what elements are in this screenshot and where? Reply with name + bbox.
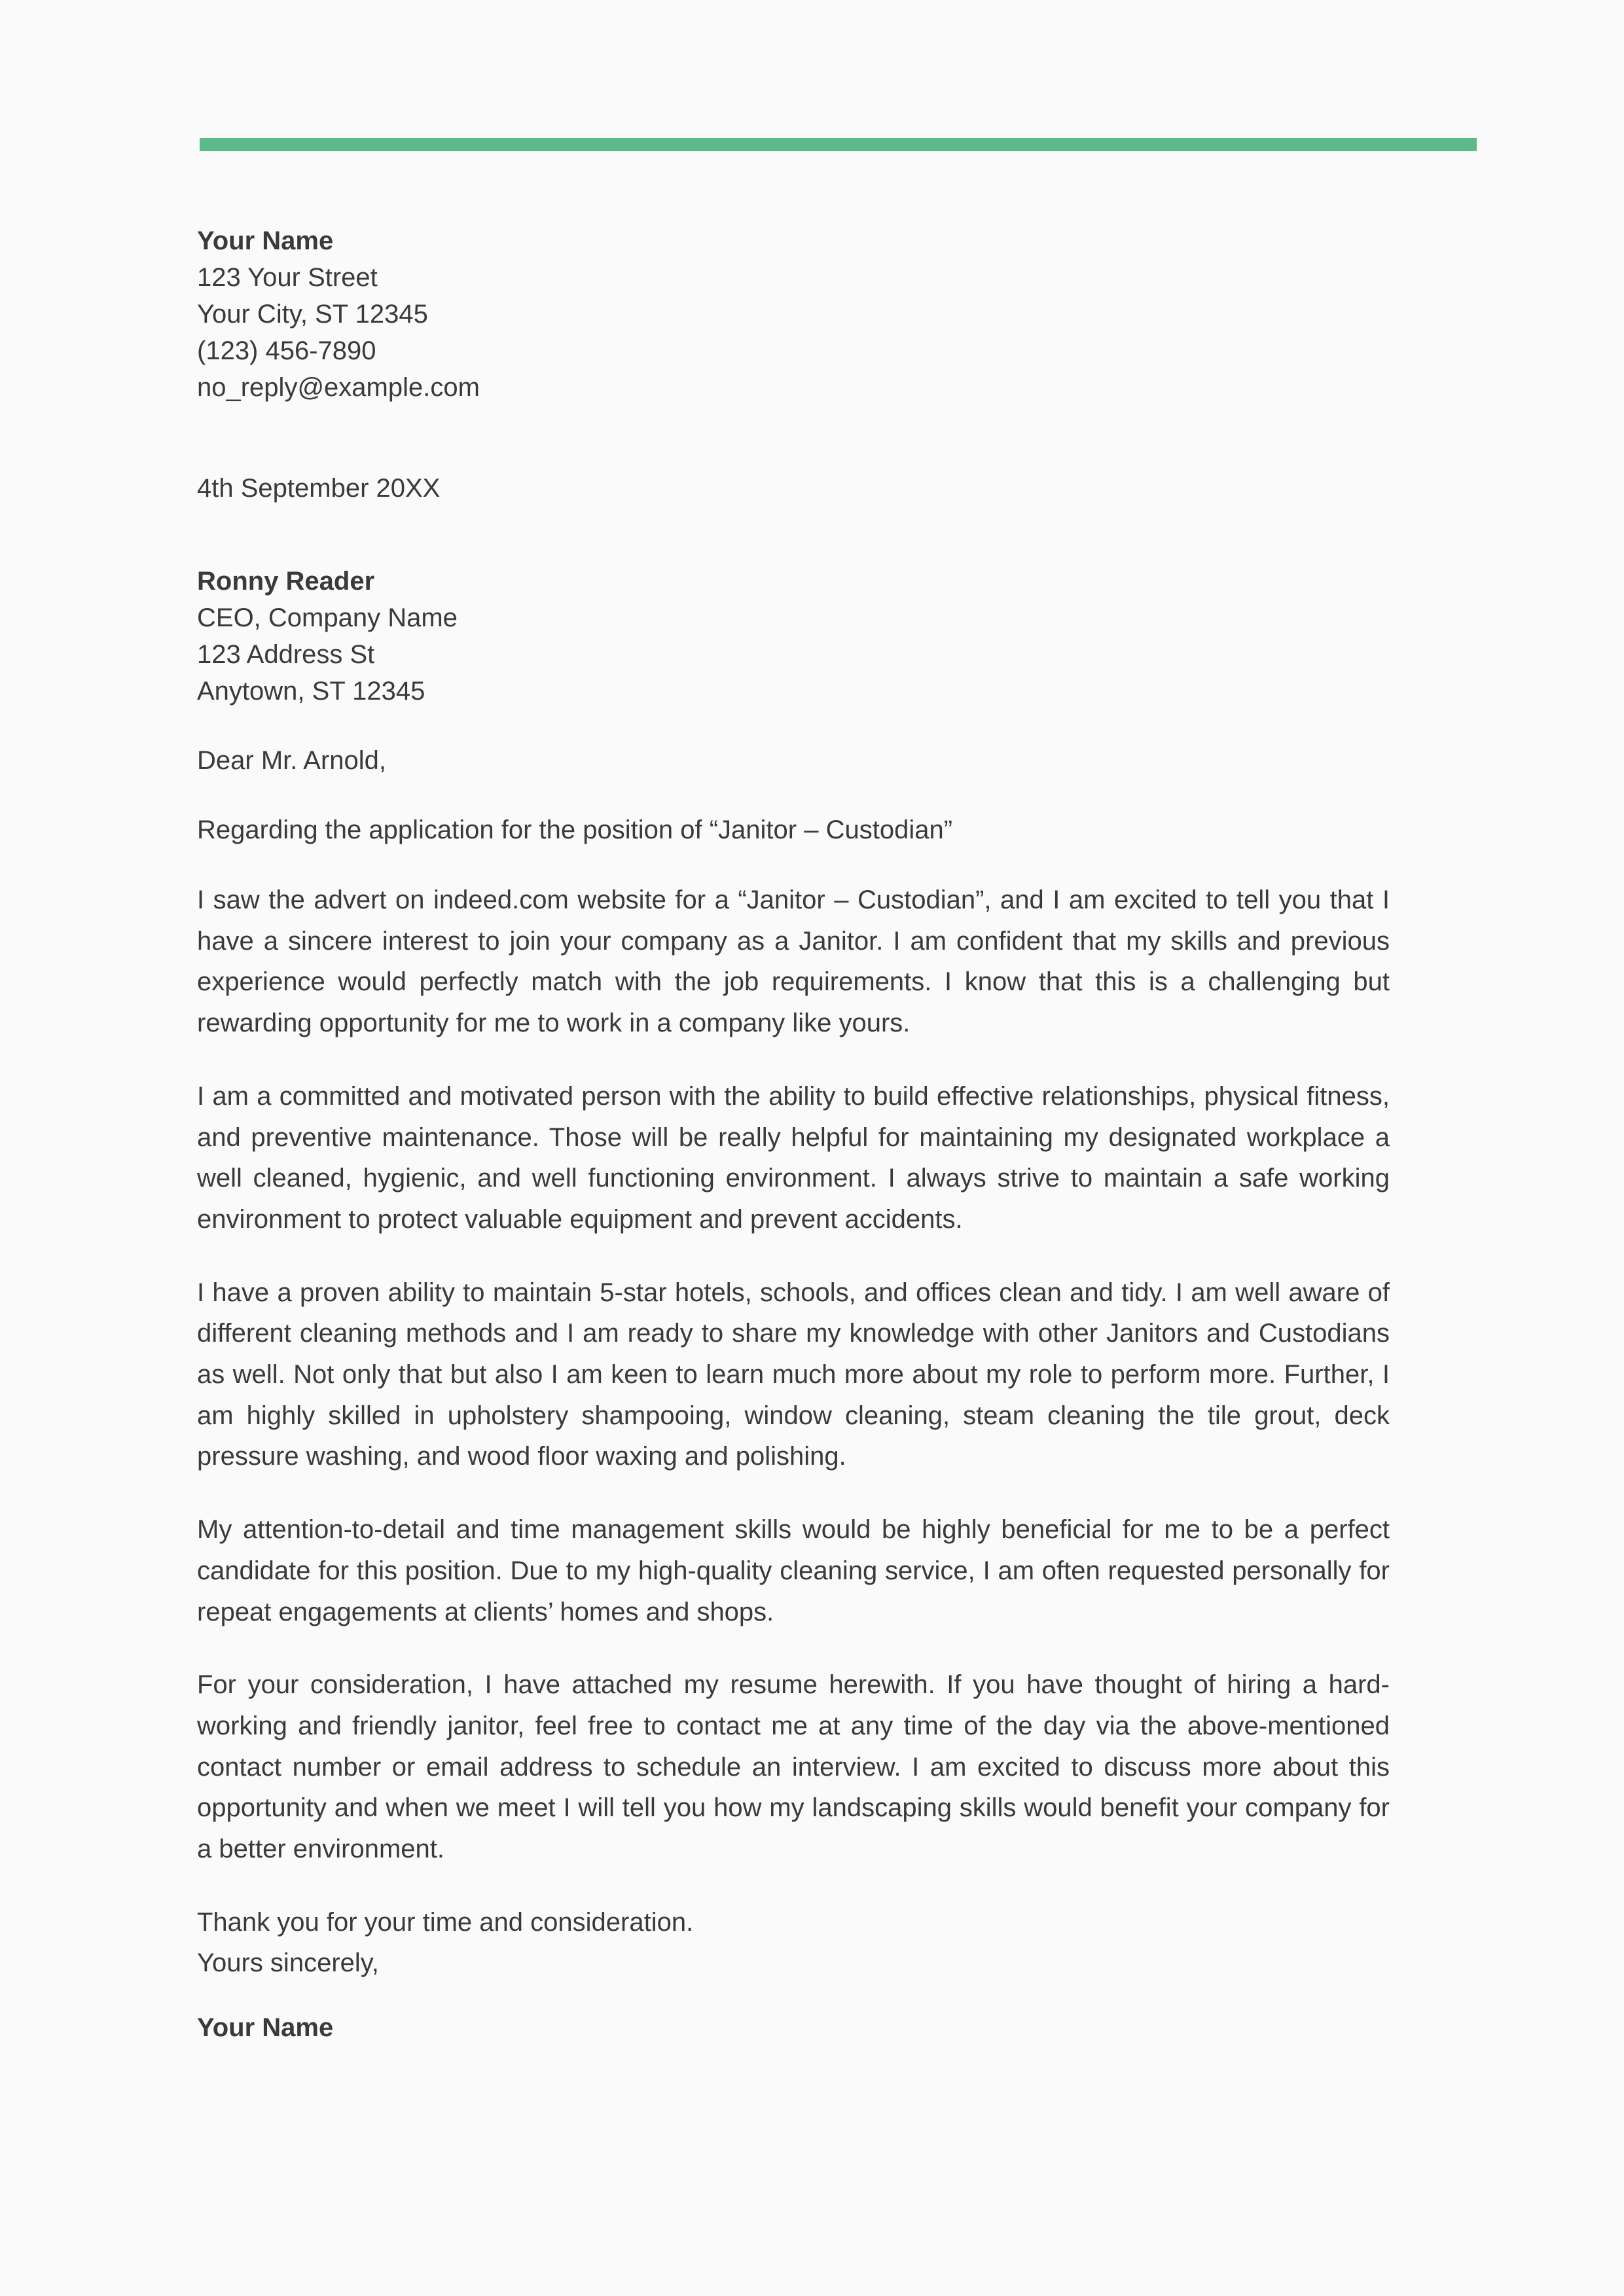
recipient-city: Anytown, ST 12345 [197,677,425,706]
letter-date: 4th September 20XX [197,474,441,503]
cover-letter [197,223,1390,2046]
closing-sign-off: Yours sincerely, [197,1948,379,1977]
body-paragraph-3: I have a proven ability to maintain 5-star hotels, schools, and offices clean and tidy. I am well aware of different cleaning methods and I am ready to share my knowledge with other Janitors and Custodians as well. Not only that but also I am keen to learn much more about my role to perform more. Further, I am highly skilled in upholstery shampooing, window cleaning, steam cleaning the tile grout, deck pressure washing, and wood floor waxing and polishing. [197,1278,1390,1471]
sender-street: 123 Your Street [197,263,378,292]
sender-name: Your Name [197,226,334,255]
letter-date-block [197,470,1390,507]
body-paragraph-4: My attention-to-detail and time management skills would be highly beneficial for me to be a perfect candidate for this position. Due to my high-quality cleaning service, I am often requested personally for repeat engagements at clients’ homes and shops. [197,1515,1390,1626]
subject-line: Regarding the application for the position of “Janitor – Custodian” [197,816,953,844]
signature-block [197,2009,1390,2046]
sender-city: Your City, ST 12345 [197,300,428,329]
salutation: Dear Mr. Arnold, [197,746,387,775]
sender-email: no_reply@example.com [197,373,480,402]
salutation-block [197,742,1390,779]
closing-block [197,1902,1390,1983]
subject-block [197,812,1390,848]
recipient-street: 123 Address St [197,640,375,669]
sender-phone: (123) 456-7890 [197,336,376,365]
body-paragraph-2: I am a committed and motivated person with the ability to build effective relationships, physical fitness, and preventive maintenance. Those will be really helpful for maintaining my designated workplace a well cleaned, hygienic, and well functioning environment. I always strive to maintain a safe working environment to protect valuable equipment and prevent accidents. [197,1081,1390,1234]
body-paragraph-5: For your consideration, I have attached my resume herewith. If you have thought of hiring a hard-working and friendly janitor, feel free to contact me at any time of the day via the above-mentioned contact number or email address to schedule an interview. I am excited to discuss more about this opportunity and when we meet I will tell you how my landscaping skills would benefit your company for a better environment. [197,1670,1390,1864]
closing-thanks: Thank you for your time and consideration. [197,1907,694,1937]
recipient-title: CEO, Company Name [197,603,458,632]
header-accent-bar [200,138,1477,151]
body-paragraph-1: I saw the advert on indeed.com website for a “Janitor – Custodian”, and I am excited to tell you that I have a sincere interest to join your company as a Janitor. I am confident that my skills and previous experience would perfectly match with the job requirements. I know that this is a challenging but rewarding opportunity for me to work in a company like yours. [197,886,1390,1038]
signature-name: Your Name [197,2013,334,2042]
recipient-address-block [197,563,1390,709]
sender-address-block [197,223,1390,406]
recipient-name: Ronny Reader [197,567,375,596]
